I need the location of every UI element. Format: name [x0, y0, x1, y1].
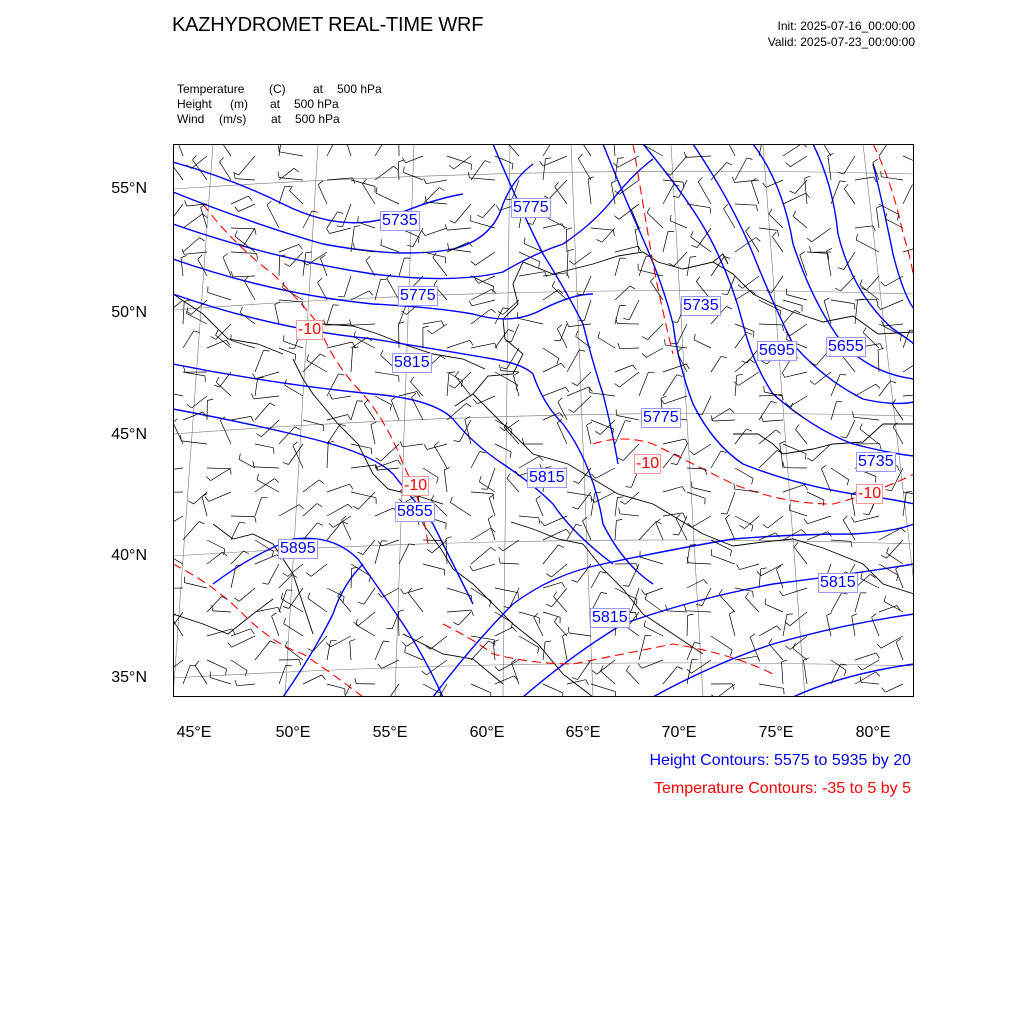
variable-line-temperature — [177, 82, 382, 96]
variable-name: Temperature — [177, 82, 245, 96]
lat-tick-label: 50°N — [111, 304, 147, 321]
variable-at: at — [270, 97, 281, 111]
temperature-label: -10 — [636, 455, 660, 472]
height-label: 5655 — [828, 338, 864, 355]
height-label: 5735 — [858, 453, 894, 470]
height-label: 5775 — [513, 199, 549, 216]
init-time: Init: 2025-07-16_00:00:00 — [777, 19, 915, 33]
height-label: 5775 — [643, 409, 679, 426]
height-label: 5815 — [820, 574, 856, 591]
height-label: 5815 — [529, 469, 565, 486]
variable-line-height — [177, 97, 339, 111]
lon-tick-label: 65°E — [565, 724, 601, 741]
lon-tick-label: 45°E — [176, 724, 212, 741]
temperature-label: -10 — [404, 477, 428, 494]
temperature-contour-legend: Temperature Contours: -35 to 5 by 5 — [653, 780, 911, 797]
height-contour-legend: Height Contours: 5575 to 5935 by 20 — [649, 752, 911, 769]
height-label: 5735 — [683, 297, 719, 314]
variable-level: 500 hPa — [295, 112, 340, 126]
chart-title: KAZHYDROMET REAL-TIME WRF — [172, 14, 484, 36]
variable-unit: (m) — [230, 97, 248, 111]
temperature-label: -10 — [298, 321, 322, 338]
variable-unit: (C) — [269, 82, 286, 96]
variable-name: Wind — [177, 112, 205, 126]
lon-tick-label: 60°E — [469, 724, 505, 741]
variable-line-wind — [177, 112, 340, 126]
lon-tick-label: 80°E — [855, 724, 891, 741]
lat-tick-label: 45°N — [111, 426, 147, 443]
height-label: 5775 — [400, 287, 436, 304]
lon-tick-label: 70°E — [661, 724, 697, 741]
valid-time: Valid: 2025-07-23_00:00:00 — [767, 35, 915, 49]
temperature-label: -10 — [858, 485, 882, 502]
map-plot — [173, 144, 914, 697]
lat-tick-label: 35°N — [111, 669, 147, 686]
lon-tick-label: 75°E — [758, 724, 794, 741]
variable-at: at — [313, 82, 324, 96]
map-border — [173, 144, 914, 697]
variable-level: 500 hPa — [337, 82, 382, 96]
lon-tick-label: 50°E — [275, 724, 311, 741]
variable-at: at — [271, 112, 282, 126]
lat-tick-label: 55°N — [111, 180, 147, 197]
height-label: 5895 — [280, 540, 316, 557]
variable-unit: (m/s) — [219, 112, 247, 126]
lat-tick-label: 40°N — [111, 547, 147, 564]
lon-tick-label: 55°E — [372, 724, 408, 741]
height-label: 5815 — [394, 354, 430, 371]
height-label: 5735 — [382, 212, 418, 229]
height-label: 5855 — [397, 503, 433, 520]
height-label: 5815 — [592, 609, 628, 626]
height-label: 5695 — [759, 342, 795, 359]
variable-name: Height — [177, 97, 212, 111]
variable-level: 500 hPa — [294, 97, 339, 111]
